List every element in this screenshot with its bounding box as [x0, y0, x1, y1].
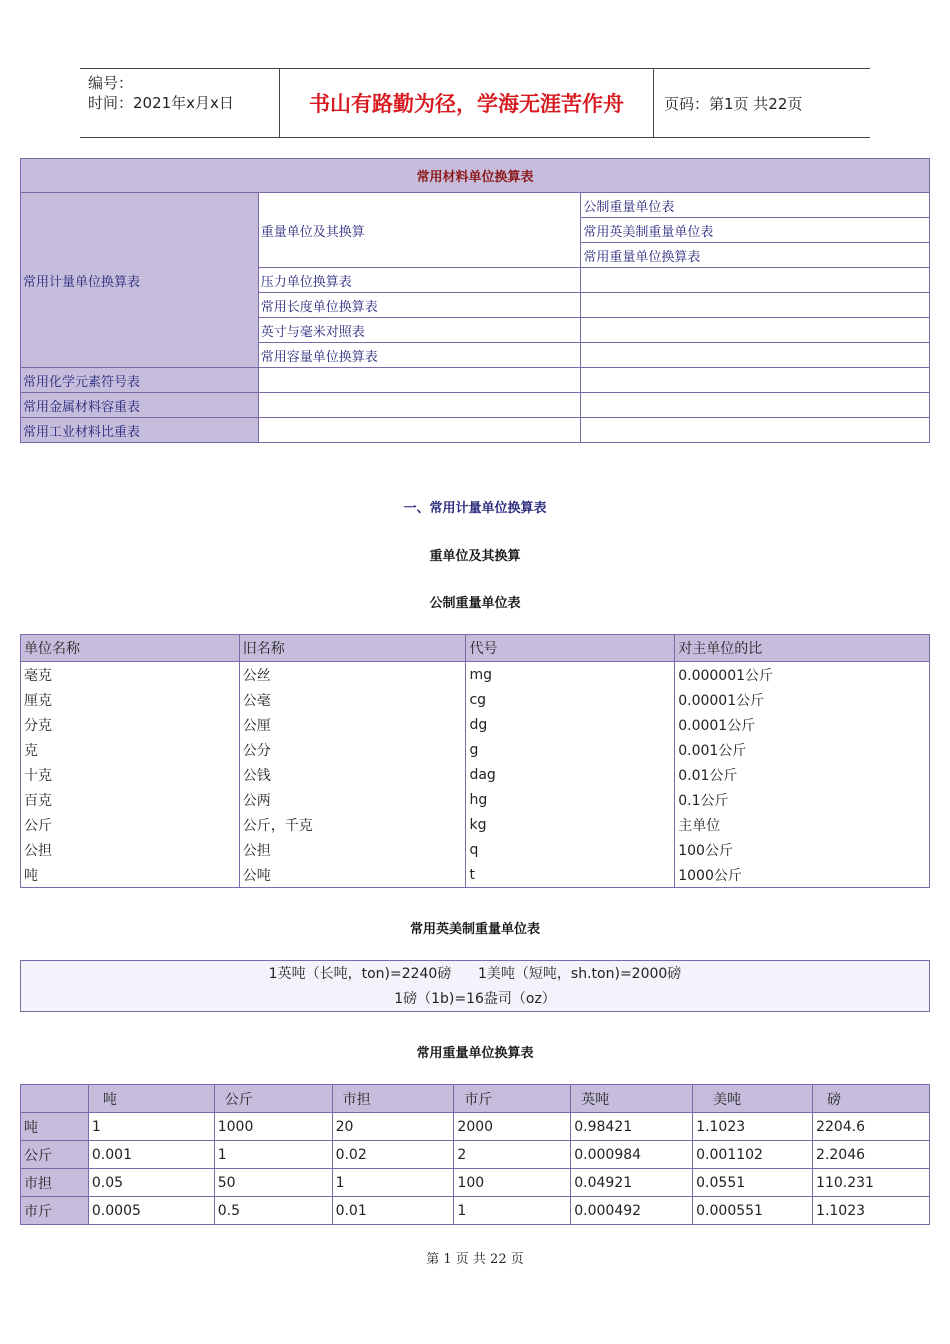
cell: 公两	[239, 787, 466, 812]
cell: 十克	[24, 767, 52, 784]
cell: 1000	[214, 1113, 332, 1141]
column-header: 单位名称	[21, 635, 240, 662]
cell: 毫克	[24, 667, 52, 684]
page-info: 页码：第1页 共22页	[664, 94, 803, 113]
column-header: 英吨	[571, 1085, 693, 1113]
column-header: 市斤	[454, 1085, 571, 1113]
column-header	[21, 1085, 89, 1113]
cell: 1000公斤	[675, 862, 930, 888]
table-row	[21, 812, 930, 837]
section-heading: 一、常用计量单位换算表	[403, 501, 547, 516]
index-link-chem[interactable]: 常用化学元素符号表	[21, 368, 259, 393]
cell: 0.0001公斤	[675, 712, 930, 737]
index-link-metric-weight[interactable]: 公制重量单位表	[581, 193, 930, 218]
empty-cell	[581, 268, 930, 293]
cell: 公斤	[24, 817, 52, 834]
cell: 1.1023	[693, 1113, 813, 1141]
table-row	[21, 787, 930, 812]
table-row	[21, 712, 930, 737]
cell: 110.231	[813, 1169, 930, 1197]
cell: 2204.6	[813, 1113, 930, 1141]
empty-cell	[581, 418, 930, 443]
index-link-imperial-weight[interactable]: 常用英美制重量单位表	[581, 218, 930, 243]
cell: 0.01公斤	[675, 762, 930, 787]
table-row	[21, 1113, 930, 1141]
cell: cg	[466, 687, 675, 712]
table-row	[21, 837, 930, 862]
cell: 0.000492	[571, 1197, 693, 1225]
empty-cell	[581, 318, 930, 343]
cell: 1.1023	[813, 1197, 930, 1225]
column-header: 磅	[813, 1085, 930, 1113]
cell: 百克	[24, 792, 52, 809]
empty-cell	[581, 368, 930, 393]
cell: 0.000984	[571, 1141, 693, 1169]
cell: 1	[214, 1141, 332, 1169]
table-heading-imperial: 常用英美制重量单位表	[409, 922, 540, 937]
weight-conversion-table	[20, 1084, 930, 1225]
cell: 公毫	[239, 687, 466, 712]
row-header: 市斤	[21, 1197, 89, 1225]
column-header: 美吨	[693, 1085, 813, 1113]
table-row	[21, 762, 930, 787]
table-row	[21, 1169, 930, 1197]
cell: 50	[214, 1169, 332, 1197]
cell: 0.98421	[571, 1113, 693, 1141]
imperial-line-2: 1磅（1b)=16盎司（oz）	[394, 991, 556, 1007]
table-row	[21, 687, 930, 712]
index-link-weight-units[interactable]: 重量单位及其换算	[258, 193, 581, 268]
motto: 书山有路勤为径，学海无涯苦作舟	[280, 69, 654, 137]
table-row	[21, 737, 930, 762]
cell: 吨	[24, 867, 38, 884]
number-label: 编号：	[88, 74, 134, 92]
index-table	[20, 158, 930, 443]
column-header: 对主单位的比	[675, 635, 930, 662]
cell: 公斤，千克	[239, 812, 466, 837]
cell: 0.00001公斤	[675, 687, 930, 712]
cell: 公分	[239, 737, 466, 762]
index-link-measure[interactable]: 常用计量单位换算表	[21, 193, 259, 368]
cell: 0.5	[214, 1197, 332, 1225]
column-header: 旧名称	[239, 635, 466, 662]
cell: 公吨	[239, 862, 466, 888]
cell: 0.04921	[571, 1169, 693, 1197]
row-header: 市担	[21, 1169, 89, 1197]
cell: 0.001公斤	[675, 737, 930, 762]
index-link-industrial[interactable]: 常用工业材料比重表	[21, 418, 259, 443]
cell: 公厘	[239, 712, 466, 737]
index-link-pressure[interactable]: 压力单位换算表	[258, 268, 581, 293]
cell: 公丝	[239, 662, 466, 688]
cell: 公担	[239, 837, 466, 862]
empty-cell	[258, 368, 581, 393]
table-row	[21, 862, 930, 888]
cell: hg	[466, 787, 675, 812]
index-title: 常用材料单位换算表	[21, 159, 930, 193]
empty-cell	[581, 393, 930, 418]
cell: 0.01	[332, 1197, 454, 1225]
column-header: 吨	[88, 1085, 214, 1113]
cell: 克	[24, 742, 38, 759]
subsection-heading: 重单位及其换算	[429, 549, 521, 564]
cell: 主单位	[675, 812, 930, 837]
header-left	[80, 69, 280, 137]
empty-cell	[581, 343, 930, 368]
index-link-metal[interactable]: 常用金属材料容重表	[21, 393, 259, 418]
cell: g	[466, 737, 675, 762]
cell: 20	[332, 1113, 454, 1141]
imperial-weight-box	[20, 960, 930, 1012]
index-link-inch-mm[interactable]: 英寸与毫米对照表	[258, 318, 581, 343]
page-footer: 第 1 页 共 22 页	[426, 1252, 524, 1267]
row-header: 吨	[21, 1113, 89, 1141]
empty-cell	[258, 418, 581, 443]
empty-cell	[258, 393, 581, 418]
table-row	[21, 1197, 930, 1225]
cell: 公担	[24, 842, 52, 859]
cell: 0.05	[88, 1169, 214, 1197]
cell: 0.001102	[693, 1141, 813, 1169]
table-row	[21, 662, 930, 688]
table-heading-conversion: 常用重量单位换算表	[416, 1046, 534, 1061]
index-link-length[interactable]: 常用长度单位换算表	[258, 293, 581, 318]
row-header: 公斤	[21, 1141, 89, 1169]
cell: t	[466, 862, 675, 888]
cell: 0.001	[88, 1141, 214, 1169]
cell: dg	[466, 712, 675, 737]
cell: 0.1公斤	[675, 787, 930, 812]
index-link-weight-conversion[interactable]: 常用重量单位换算表	[581, 243, 930, 268]
imperial-line-1: 1英吨（长吨，ton)=2240磅 1美吨（短吨，sh.ton)=2000磅	[268, 966, 682, 982]
cell: 0.0005	[88, 1197, 214, 1225]
cell: 1	[332, 1169, 454, 1197]
column-header: 市担	[332, 1085, 454, 1113]
cell: 100公斤	[675, 837, 930, 862]
cell: mg	[466, 662, 675, 688]
cell: 2.2046	[813, 1141, 930, 1169]
index-link-volume[interactable]: 常用容量单位换算表	[258, 343, 581, 368]
table-row	[21, 1141, 930, 1169]
cell: 1	[88, 1113, 214, 1141]
cell: 0.000001公斤	[675, 662, 930, 688]
column-header: 公斤	[214, 1085, 332, 1113]
cell: 0.02	[332, 1141, 454, 1169]
cell: 公钱	[239, 762, 466, 787]
time-text: 时间：2021年x月x日	[88, 94, 234, 112]
table-heading-metric: 公制重量单位表	[429, 596, 521, 611]
cell: q	[466, 837, 675, 862]
cell: 2	[454, 1141, 571, 1169]
cell: 2000	[454, 1113, 571, 1141]
empty-cell	[581, 293, 930, 318]
column-header: 代号	[466, 635, 675, 662]
cell: dag	[466, 762, 675, 787]
page-header	[80, 68, 870, 138]
cell: 0.0551	[693, 1169, 813, 1197]
cell: 100	[454, 1169, 571, 1197]
cell: 0.000551	[693, 1197, 813, 1225]
metric-weight-table	[20, 634, 930, 888]
cell: 1	[454, 1197, 571, 1225]
cell: kg	[466, 812, 675, 837]
cell: 厘克	[24, 692, 52, 709]
cell: 分克	[24, 717, 52, 734]
